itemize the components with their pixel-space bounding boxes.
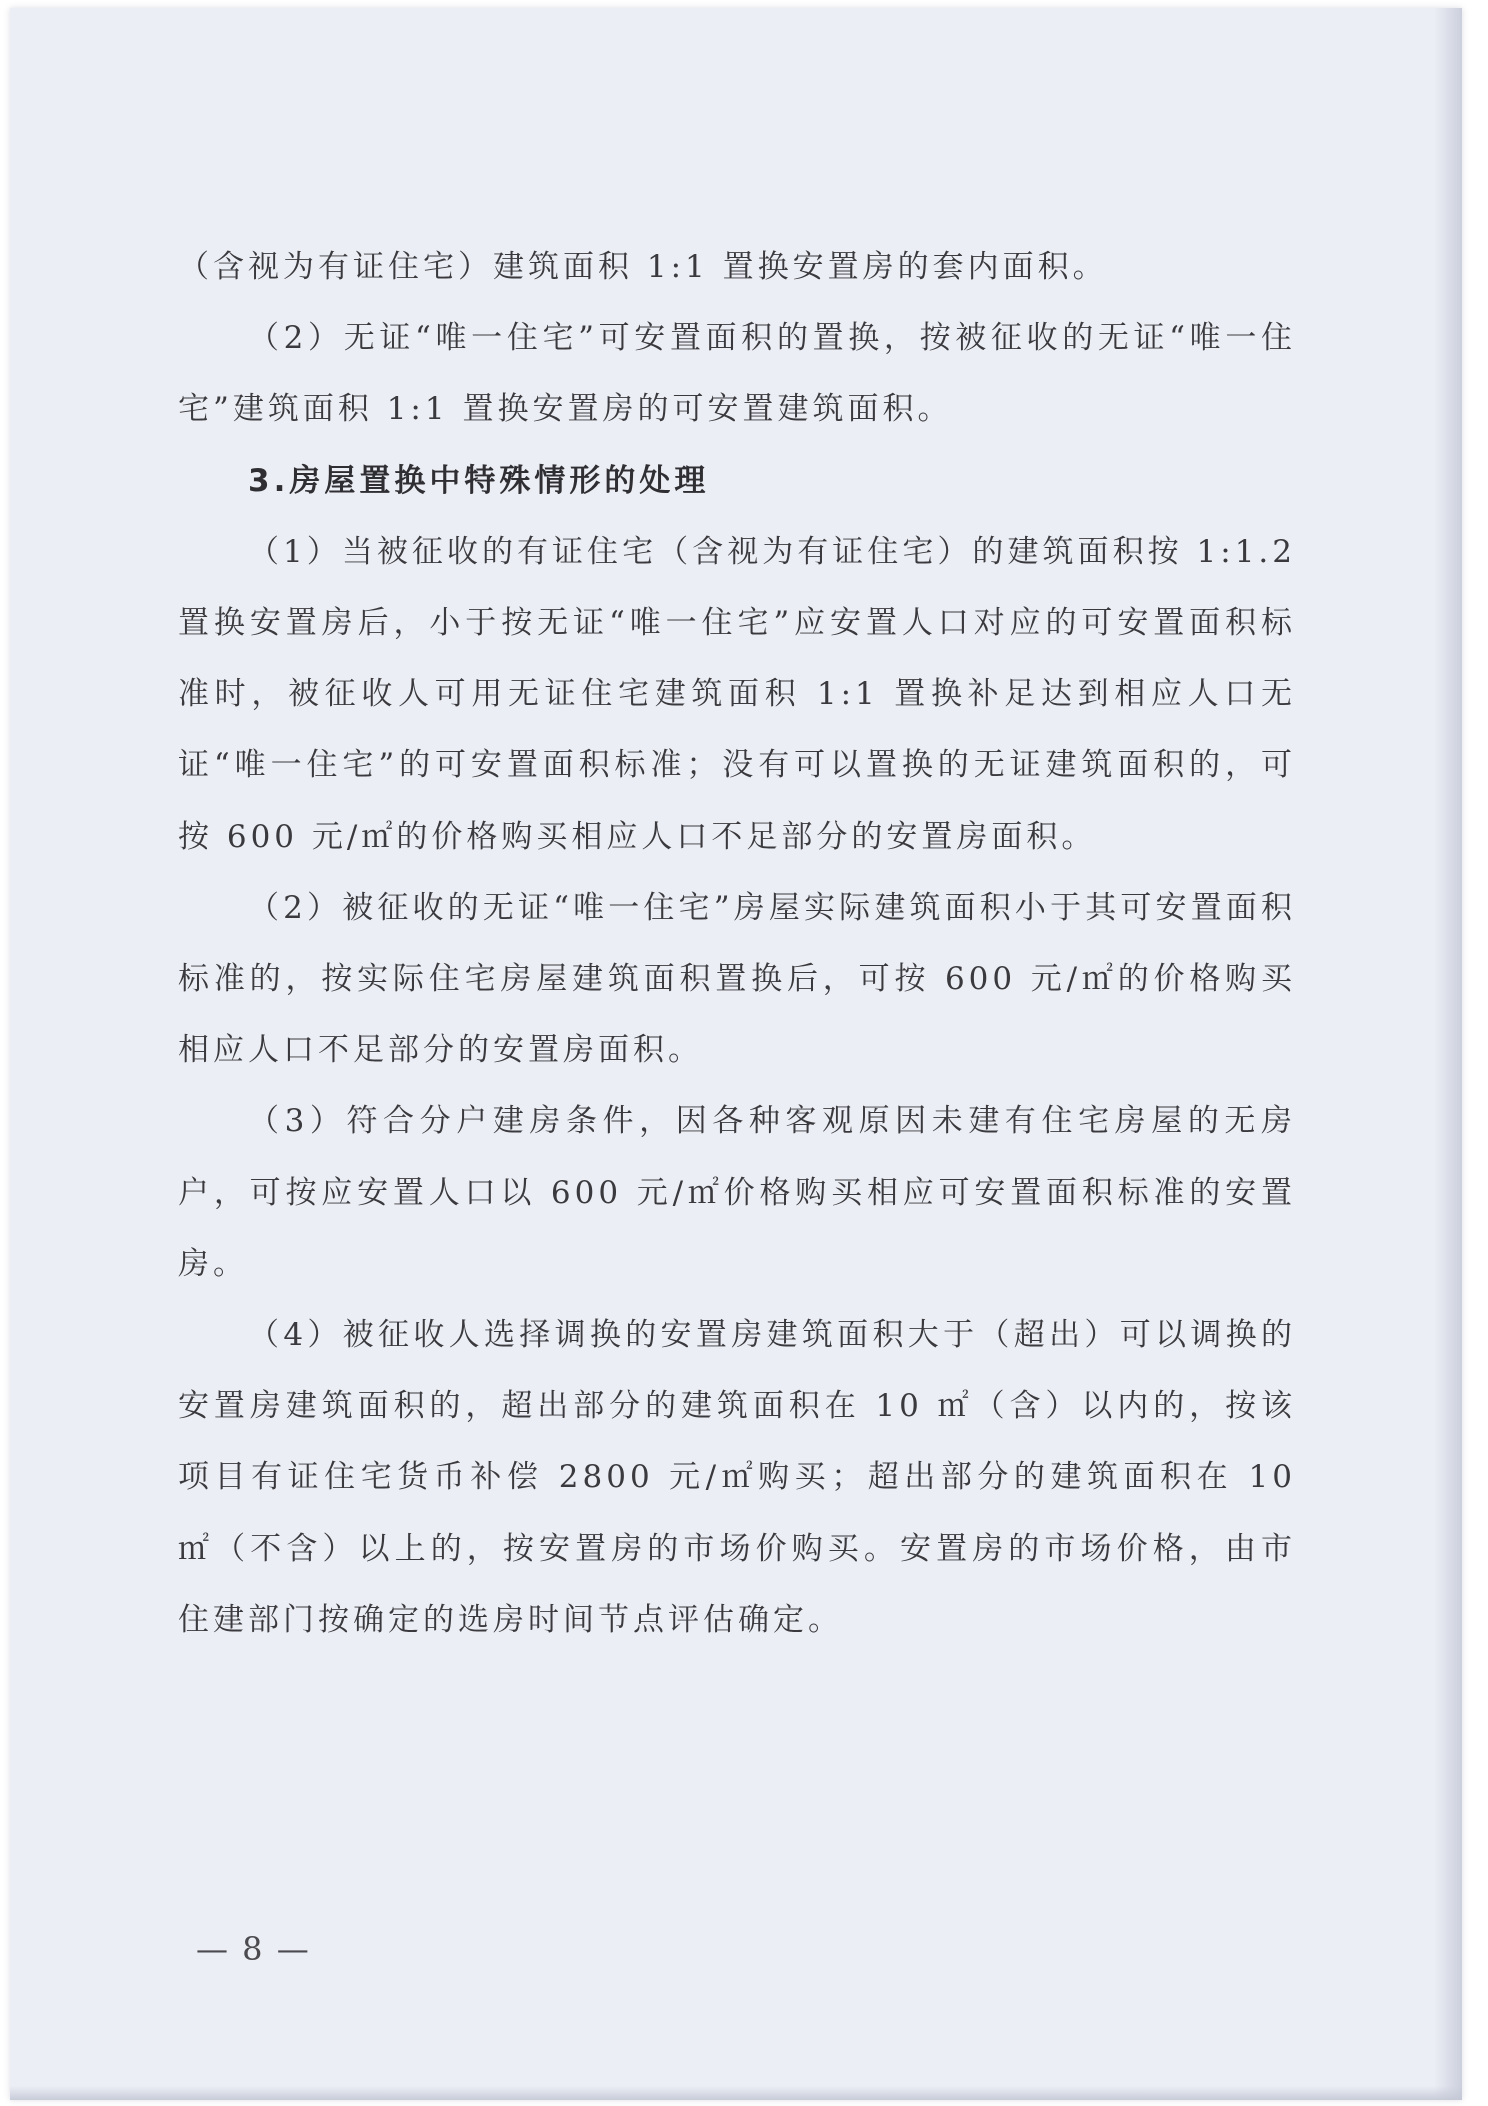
paragraph-special-1: （1）当被征收的有证住宅（含视为有证住宅）的建筑面积按 1:1.2 置换安置房后，小于按无证“唯一住宅”应安置人口对应的可安置面积标准时，被征收人可用无证住宅建筑面积 1:1 置换补足达到相应人口无证“唯一住宅”的可安置面积标准；没有可以置换的无证建筑面积的，可按 600 元/㎡的价格购买相应人口不足部分的安置房面积。 — [178, 533, 1296, 855]
page-bottom-shadow — [10, 2086, 1462, 2100]
section-heading: 3.房屋置换中特殊情形的处理 — [248, 462, 710, 499]
paragraph-special-3: （3）符合分户建房条件，因各种客观原因未建有住宅房屋的无房户，可按应安置人口以 600 元/㎡价格购买相应可安置面积标准的安置房。 — [178, 1103, 1296, 1282]
paragraph-item-2: （2）无证“唯一住宅”可安置面积的置换，按被征收的无证“唯一住宅”建筑面积 1:1 置换安置房的可安置建筑面积。 — [178, 320, 1296, 428]
paragraph-special-2: （2）被征收的无证“唯一住宅”房屋实际建筑面积小于其可安置面积标准的，按实际住宅房屋建筑面积置换后，可按 600 元/㎡的价格购买相应人口不足部分的安置房面积。 — [178, 889, 1296, 1069]
document-body — [178, 232, 1296, 1656]
paragraph-continuation: （含视为有证住宅）建筑面积 1:1 置换安置房的套内面积。 — [178, 249, 1108, 285]
page-number: — 8 — — [196, 1930, 311, 1968]
paragraph-special-4: （4）被征收人选择调换的安置房建筑面积大于（超出）可以调换的安置房建筑面积的，超出部分的建筑面积在 10 ㎡（含）以内的，按该项目有证住宅货币补偿 2800 元/㎡购买；超出部分的建筑面积在 10 ㎡（不含）以上的，按安置房的市场价购买。安置房的市场价格，由市住建部门按确定的选房时间节点评估确定。 — [178, 1317, 1296, 1638]
page-edge-shadow — [1434, 8, 1462, 2100]
